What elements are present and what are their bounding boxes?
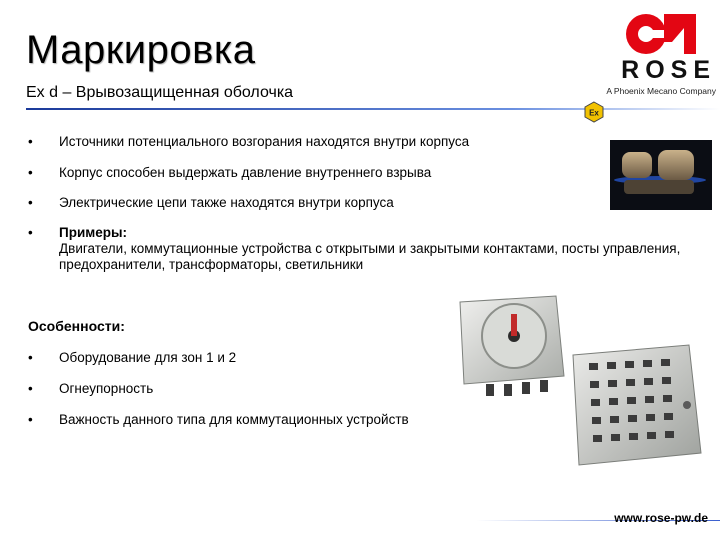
motor-enclosure-photo: [610, 140, 712, 210]
bullet-dot: •: [28, 225, 33, 240]
list-item: [28, 165, 431, 181]
ex-badge-text: Ex: [589, 108, 599, 118]
bullet-text: Электрические цепи также находятся внутри корпуса: [59, 195, 394, 210]
examples-heading: Примеры:: [59, 225, 128, 240]
slide-title: Маркировка: [26, 28, 256, 72]
bullet-dot: •: [28, 381, 33, 396]
list-item: [28, 381, 153, 397]
bullet-dot: •: [28, 134, 33, 149]
list-item: [28, 195, 394, 211]
bullet-dot: •: [28, 412, 33, 427]
control-panel-photo: [567, 341, 705, 469]
bullet-dot: •: [28, 165, 33, 180]
feature-text: Оборудование для зон 1 и 2: [59, 350, 237, 365]
rose-logo-mark: [626, 12, 696, 56]
explosion-proof-enclosure-photo: [452, 292, 568, 404]
feature-text: Важность данного типа для коммутационных устройств: [59, 412, 409, 427]
list-item: [28, 225, 699, 273]
features-heading: Особенности:: [28, 318, 125, 334]
list-item: [28, 412, 409, 428]
bullet-text: Корпус способен выдержать давление внутреннего взрыва: [59, 165, 432, 180]
footer-url: www.rose-pw.de: [614, 511, 708, 525]
title-underline: [26, 108, 720, 110]
ex-hexagon-icon: [583, 101, 605, 123]
logo-name: ROSE: [621, 56, 716, 84]
list-item: [28, 134, 469, 150]
logo-tagline: A Phoenix Mecano Company: [606, 86, 716, 96]
list-item: [28, 350, 236, 366]
features-section: [28, 318, 468, 427]
bullet-dot: •: [28, 350, 33, 365]
feature-text: Огнеупорность: [59, 381, 154, 396]
bullet-text: Источники потенциального возгорания находятся внутри корпуса: [59, 134, 470, 149]
examples-text: Двигатели, коммутационные устройства с открытыми и закрытыми контактами, посты управления, предохранители, трансформаторы, светильники: [59, 241, 681, 272]
rose-logo: [570, 6, 716, 102]
slide-subtitle: Ex d – Врывозащищенная оболочка: [26, 84, 294, 101]
bullet-dot: •: [28, 195, 33, 210]
